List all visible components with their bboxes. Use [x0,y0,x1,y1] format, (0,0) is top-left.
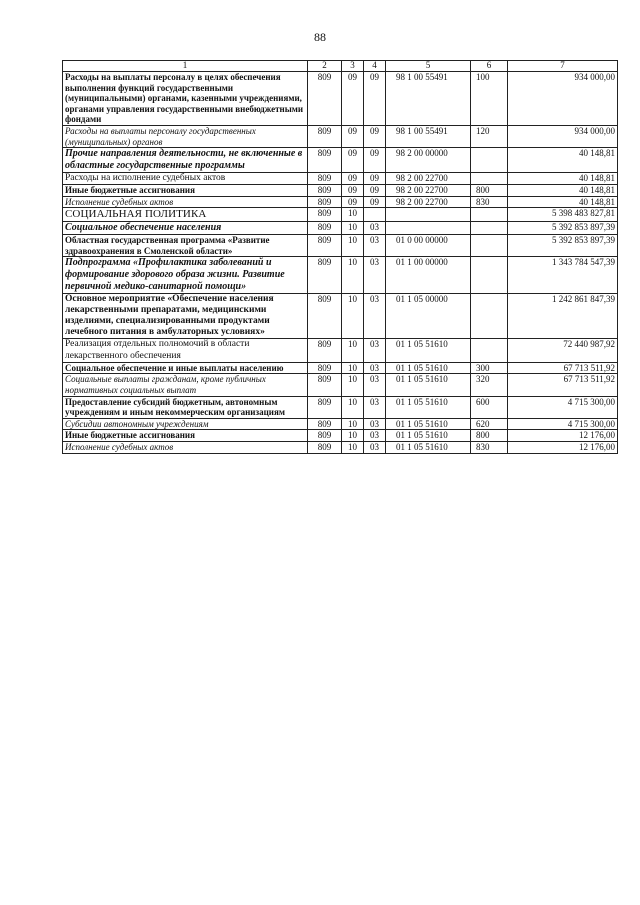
section-code: 10 [342,396,364,418]
budget-item-name: Реализация отдельных полномочий в области лекарственного обеспечения [63,339,308,362]
amount: 72 440 987,92 [508,339,618,362]
section-code: 10 [342,293,364,339]
amount: 5 398 483 827,81 [508,208,618,222]
amount: 40 148,81 [508,184,618,196]
table-row [63,430,618,442]
subsection-code: 03 [364,257,386,293]
expense-type-code: 320 [471,374,508,396]
ministry-code: 809 [308,125,342,147]
table-row [63,222,618,235]
budget-item-name: СОЦИАЛЬНАЯ ПОЛИТИКА [63,208,308,222]
amount: 12 176,00 [508,430,618,442]
budget-item-name: Субсидии автономным учреждениям [63,418,308,430]
section-code: 10 [342,418,364,430]
ministry-code: 809 [308,430,342,442]
section-code: 10 [342,257,364,293]
table-row [63,362,618,374]
page-number: 88 [314,30,326,44]
target-article-code: 01 0 00 00000 [386,234,471,256]
subsection-code: 09 [364,125,386,147]
column-header: 1 [63,61,308,72]
target-article-code: 98 2 00 00000 [386,148,471,173]
target-article-code [386,208,471,222]
table-row [63,374,618,396]
target-article-code: 01 1 00 00000 [386,257,471,293]
expense-type-code: 120 [471,125,508,147]
subsection-code: 03 [364,430,386,442]
subsection-code: 09 [364,71,386,125]
amount: 40 148,81 [508,196,618,208]
expense-type-code: 300 [471,362,508,374]
section-code: 10 [342,222,364,235]
subsection-code: 03 [364,362,386,374]
budget-item-name: Областная государственная программа «Развитие здравоохранения в Смоленской области» [63,234,308,256]
table-row [63,196,618,208]
subsection-code: 03 [364,442,386,454]
subsection-code: 03 [364,222,386,235]
table-body [63,71,618,453]
amount: 67 713 511,92 [508,362,618,374]
section-code: 10 [342,442,364,454]
section-code: 09 [342,125,364,147]
ministry-code: 809 [308,234,342,256]
budget-item-name: Иные бюджетные ассигнования [63,184,308,196]
subsection-code: 03 [364,234,386,256]
section-code: 09 [342,71,364,125]
table-row [63,293,618,339]
budget-item-name: Прочие направления деятельности, не включенные в областные государственные программы [63,148,308,173]
expense-type-code: 620 [471,418,508,430]
section-code: 10 [342,374,364,396]
ministry-code: 809 [308,71,342,125]
target-article-code [386,222,471,235]
target-article-code: 98 2 00 22700 [386,184,471,196]
table-row [63,208,618,222]
column-header: 4 [364,61,386,72]
target-article-code: 01 1 05 51610 [386,396,471,418]
target-article-code: 98 2 00 22700 [386,172,471,184]
table-row [63,442,618,454]
amount: 12 176,00 [508,442,618,454]
target-article-code: 01 1 05 51610 [386,362,471,374]
ministry-code: 809 [308,293,342,339]
target-article-code: 98 2 00 22700 [386,196,471,208]
expense-type-code: 830 [471,196,508,208]
column-header: 5 [386,61,471,72]
budget-item-name: Социальное обеспечение населения [63,222,308,235]
expense-type-code [471,339,508,362]
amount: 40 148,81 [508,148,618,173]
subsection-code: 09 [364,196,386,208]
amount: 5 392 853 897,39 [508,234,618,256]
section-code: 09 [342,172,364,184]
subsection-code [364,208,386,222]
expense-type-code [471,222,508,235]
budget-item-name: Расходы на выплаты персоналу в целях обеспечения выполнения функций государственными (муниципальными) органами, казенными учреждениями, органами управления государственными внебюджетными фондами [63,71,308,125]
table-row [63,396,618,418]
ministry-code: 809 [308,418,342,430]
amount: 934 000,00 [508,71,618,125]
section-code: 10 [342,208,364,222]
amount: 67 713 511,92 [508,374,618,396]
amount: 4 715 300,00 [508,418,618,430]
target-article-code: 01 1 05 51610 [386,374,471,396]
subsection-code: 09 [364,184,386,196]
subsection-code: 09 [364,148,386,173]
target-article-code: 98 1 00 55491 [386,125,471,147]
ministry-code: 809 [308,257,342,293]
budget-item-name: Основное мероприятие «Обеспечение населения лекарственными препаратами, медицинскими изделиями, специализированными продуктами лечебного питания в амбулаторных условиях» [63,293,308,339]
budget-item-name: Расходы на исполнение судебных актов [63,172,308,184]
expense-type-code: 830 [471,442,508,454]
target-article-code: 01 1 05 51610 [386,442,471,454]
table-row [63,125,618,147]
budget-item-name: Социальные выплаты гражданам, кроме публичных нормативных социальных выплат [63,374,308,396]
subsection-code: 03 [364,418,386,430]
expense-type-code [471,172,508,184]
amount: 40 148,81 [508,172,618,184]
budget-item-name: Предоставление субсидий бюджетным, автономным учреждениям и иным некоммерческим организациям [63,396,308,418]
section-code: 10 [342,234,364,256]
table-row [63,339,618,362]
expense-type-code: 800 [471,430,508,442]
target-article-code: 01 1 05 00000 [386,293,471,339]
ministry-code: 809 [308,196,342,208]
ministry-code: 809 [308,396,342,418]
ministry-code: 809 [308,208,342,222]
table-row [63,234,618,256]
target-article-code: 01 1 05 51610 [386,418,471,430]
budget-item-name: Исполнение судебных актов [63,196,308,208]
amount: 934 000,00 [508,125,618,147]
section-code: 09 [342,184,364,196]
subsection-code: 03 [364,339,386,362]
target-article-code: 01 1 05 51610 [386,430,471,442]
subsection-code: 03 [364,293,386,339]
subsection-code: 03 [364,396,386,418]
ministry-code: 809 [308,222,342,235]
budget-item-name: Иные бюджетные ассигнования [63,430,308,442]
amount: 4 715 300,00 [508,396,618,418]
expense-type-code: 100 [471,71,508,125]
column-header: 3 [342,61,364,72]
ministry-code: 809 [308,442,342,454]
budget-item-name: Расходы на выплаты персоналу государственных (муниципальных) органов [63,125,308,147]
budget-table [62,60,618,454]
budget-item-name: Исполнение судебных актов [63,442,308,454]
ministry-code: 809 [308,362,342,374]
budget-item-name: Подпрограмма «Профилактика заболеваний и формирование здорового образа жизни. Развитие первичной медико-санитарной помощи» [63,257,308,293]
amount: 1 343 784 547,39 [508,257,618,293]
ministry-code: 809 [308,339,342,362]
ministry-code: 809 [308,172,342,184]
expense-type-code [471,148,508,173]
ministry-code: 809 [308,148,342,173]
expense-type-code: 800 [471,184,508,196]
subsection-code: 09 [364,172,386,184]
section-code: 09 [342,148,364,173]
amount: 5 392 853 897,39 [508,222,618,235]
section-code: 10 [342,362,364,374]
column-header: 6 [471,61,508,72]
target-article-code: 98 1 00 55491 [386,71,471,125]
expense-type-code: 600 [471,396,508,418]
table-row [63,71,618,125]
expense-type-code [471,234,508,256]
subsection-code: 03 [364,374,386,396]
table-row [63,148,618,173]
section-code: 10 [342,430,364,442]
expense-type-code [471,293,508,339]
table-row [63,257,618,293]
table-row [63,172,618,184]
header-row [63,61,618,72]
column-header: 2 [308,61,342,72]
expense-type-code [471,208,508,222]
table-row [63,184,618,196]
target-article-code: 01 1 05 51610 [386,339,471,362]
budget-item-name: Социальное обеспечение и иные выплаты населению [63,362,308,374]
section-code: 10 [342,339,364,362]
column-header: 7 [508,61,618,72]
expense-type-code [471,257,508,293]
ministry-code: 809 [308,374,342,396]
section-code: 09 [342,196,364,208]
table-row [63,418,618,430]
amount: 1 242 861 847,39 [508,293,618,339]
ministry-code: 809 [308,184,342,196]
